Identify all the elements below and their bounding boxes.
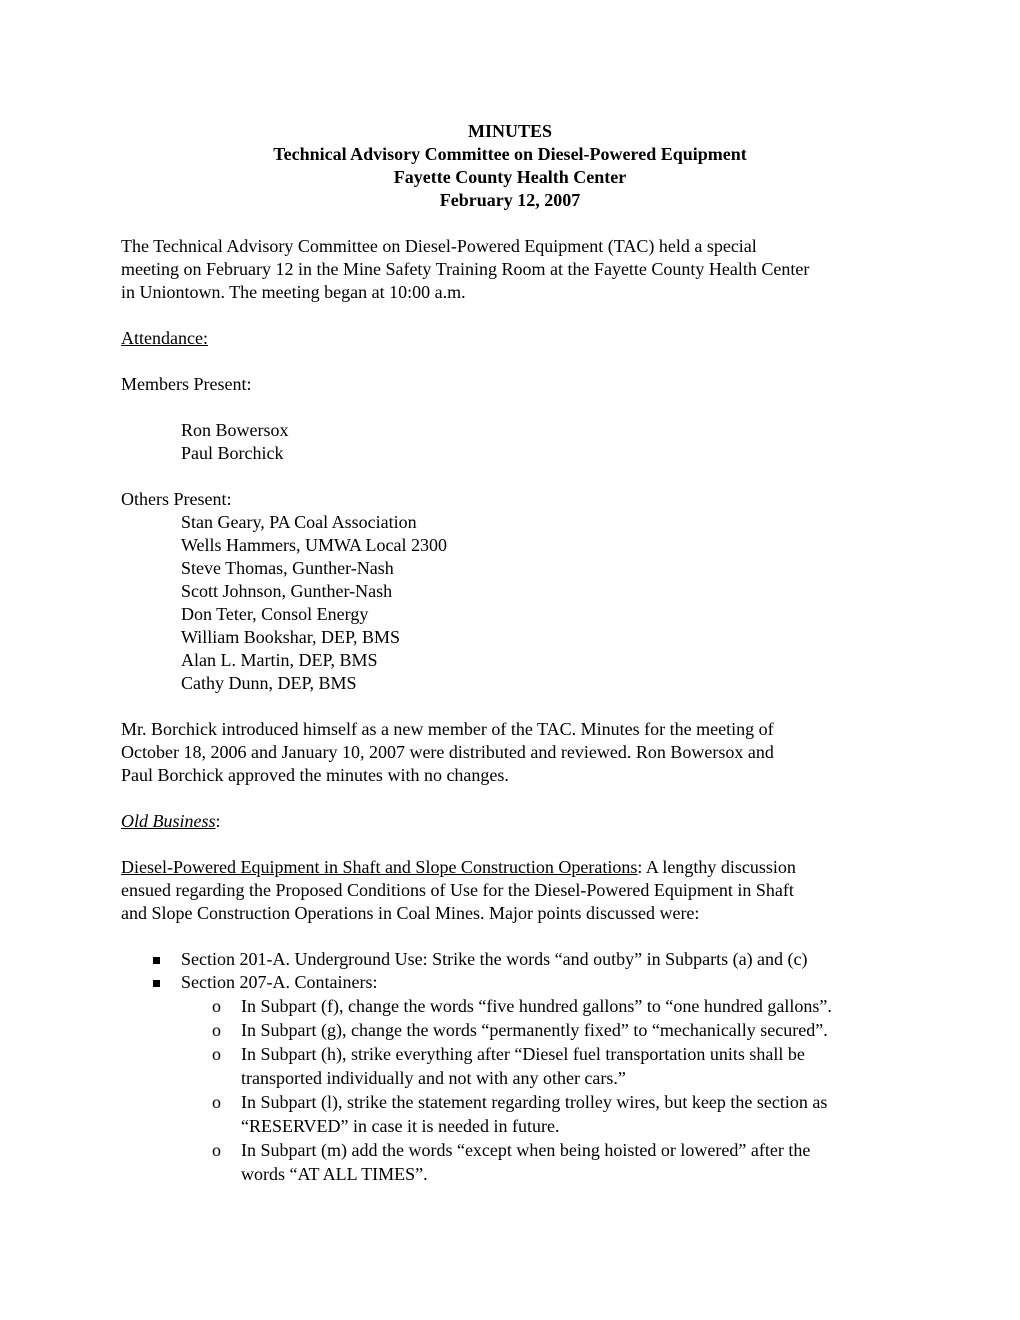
sub-item-text: words “AT ALL TIMES”. [241, 1164, 428, 1184]
member-name: Paul Borchick [181, 443, 284, 463]
attendee-name: Steve Thomas, Gunther-Nash [181, 558, 394, 578]
title-minutes: MINUTES [467, 121, 552, 141]
attendee-name: Scott Johnson, Gunther-Nash [181, 581, 393, 601]
intro-line: in Uniontown. The meeting began at 10:00 a.m. [121, 282, 466, 302]
containers-subpoints [121, 994, 901, 1186]
circle-bullet-icon: o [212, 1020, 221, 1040]
list-item [121, 948, 901, 971]
bullet-text: Section 207-A. Containers: [181, 972, 378, 992]
list-item [121, 1138, 901, 1186]
sub-item-text: In Subpart (m) add the words “except when being hoisted or lowered” after the [241, 1140, 811, 1160]
intro-line: The Technical Advisory Committee on Diesel-Powered Equipment (TAC) held a special [121, 236, 757, 256]
attendee-name: Stan Geary, PA Coal Association [181, 512, 417, 532]
sub-item-text: In Subpart (g), change the words “permanently fixed” to “mechanically secured”. [241, 1020, 828, 1040]
attendee-name: Alan L. Martin, DEP, BMS [181, 650, 378, 670]
sub-item-text: In Subpart (f), change the words “five hundred gallons” to “one hundred gallons”. [241, 996, 832, 1016]
sub-item-text: In Subpart (h), strike everything after “Diesel fuel transportation units shall be [241, 1044, 805, 1064]
others-label: Others Present: [121, 489, 232, 509]
document-page [121, 120, 901, 1186]
circle-bullet-icon: o [212, 1140, 221, 1160]
attendee-name: William Bookshar, DEP, BMS [181, 627, 401, 647]
list-item [121, 971, 901, 994]
list-item [121, 1090, 901, 1138]
circle-bullet-icon: o [212, 1044, 221, 1064]
old-business-heading [121, 810, 901, 833]
review-line: Paul Borchick approved the minutes with no changes. [121, 765, 509, 785]
members-list [121, 419, 901, 465]
topic-intro: : A lengthy discussion [637, 857, 796, 877]
review-line: Mr. Borchick introduced himself as a new member of the TAC. Minutes for the meeting of [121, 719, 774, 739]
attendee-name: Don Teter, Consol Energy [181, 604, 369, 624]
topic-line: and Slope Construction Operations in Coal Mines. Major points discussed were: [121, 903, 700, 923]
square-bullet-icon [153, 980, 160, 987]
list-item [121, 1042, 901, 1090]
topic-first-line [121, 856, 901, 879]
title-location: Fayette County Health Center [393, 167, 627, 187]
attendee-name: Cathy Dunn, DEP, BMS [181, 673, 357, 693]
title-date: February 12, 2007 [439, 190, 581, 210]
circle-bullet-icon: o [212, 1092, 221, 1112]
sub-item-text: “RESERVED” in case it is needed in future. [241, 1116, 560, 1136]
topic-heading: Diesel-Powered Equipment in Shaft and Slope Construction Operations [121, 857, 638, 877]
sub-item-text: transported individually and not with any other cars.” [241, 1068, 626, 1088]
members-label: Members Present: [121, 374, 252, 394]
sub-item-text: In Subpart (l), strike the statement regarding trolley wires, but keep the section as [241, 1092, 828, 1112]
title-committee: Technical Advisory Committee on Diesel-Powered Equipment [273, 144, 747, 164]
title-block [0, 120, 1020, 212]
bullet-text: Section 201-A. Underground Use: Strike the words “and outby” in Subparts (a) and (c) [181, 949, 808, 969]
attendance-heading: Attendance: [121, 328, 208, 348]
review-paragraph [121, 718, 901, 787]
review-line: October 18, 2006 and January 10, 2007 were distributed and reviewed. Ron Bowersox and [121, 742, 774, 762]
list-item [121, 1018, 901, 1042]
discussion-points [121, 948, 901, 994]
others-list [121, 511, 901, 695]
intro-paragraph [121, 235, 901, 304]
square-bullet-icon [153, 957, 160, 964]
old-business-label: Old Business [121, 811, 216, 831]
member-name: Ron Bowersox [181, 420, 289, 440]
topic-line: ensued regarding the Proposed Conditions of Use for the Diesel-Powered Equipment in Shaft [121, 880, 794, 900]
intro-line: meeting on February 12 in the Mine Safety Training Room at the Fayette County Health Center [121, 259, 810, 279]
attendee-name: Wells Hammers, UMWA Local 2300 [181, 535, 448, 555]
circle-bullet-icon: o [212, 996, 221, 1016]
old-business-colon: : [215, 811, 221, 831]
list-item [121, 994, 901, 1018]
topic-paragraph [121, 856, 901, 925]
